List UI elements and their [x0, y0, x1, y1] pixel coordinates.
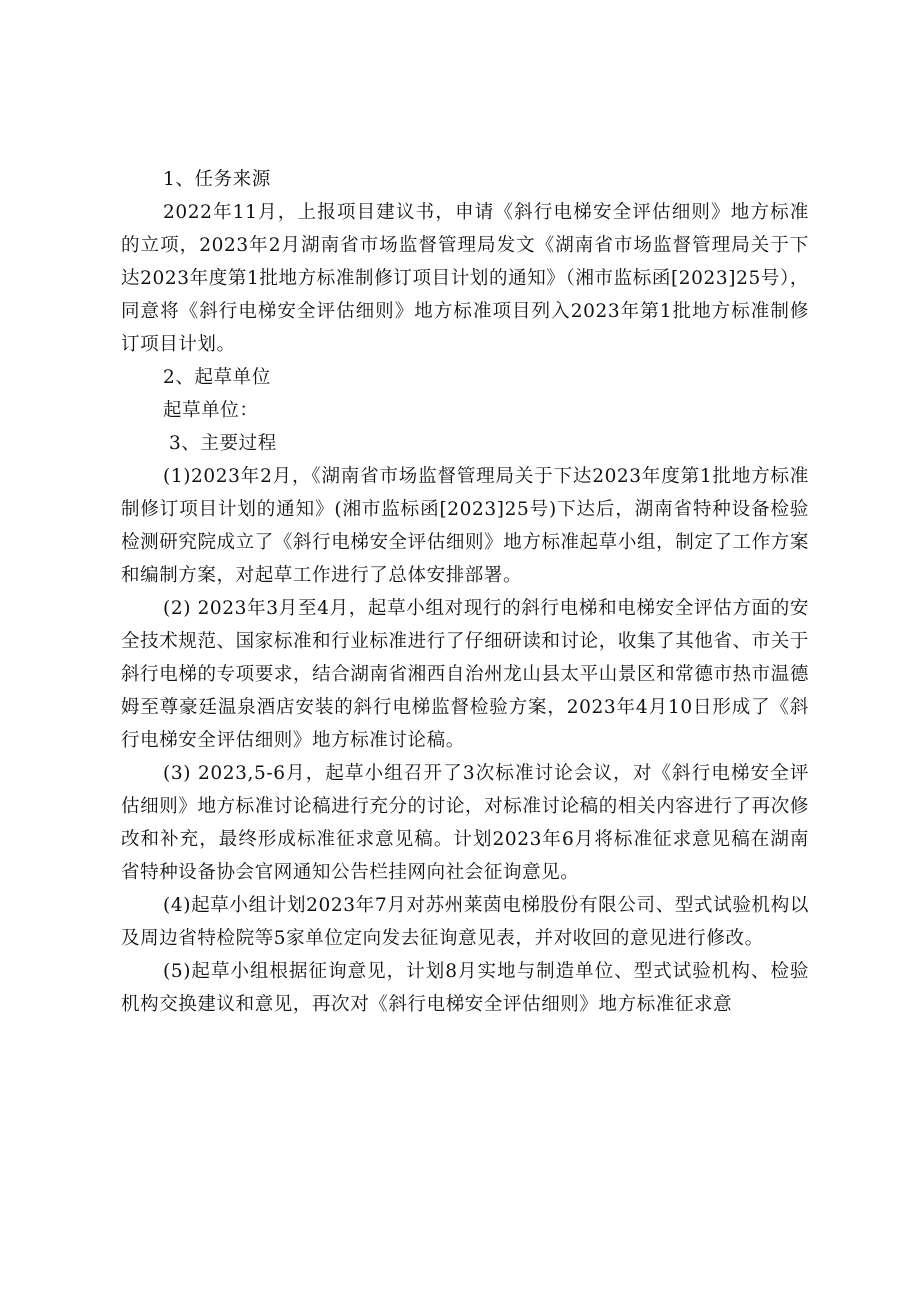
- process-item-5: (5)起草小组根据征询意见，计划8月实地与制造单位、型式试验机构、检验机构交换建议和意见，再次对《斜行电梯安全评估细则》地方标准征求意: [121, 961, 809, 1015]
- process-item-1: (1)2023年2月，《湖南省市场监督管理局关于下达2023年度第1批地方标准制修订项目计划的通知》(湘市监标函[2023]25号)下达后，湖南省特种设备检验检测研究院成立了《斜行电梯安全评估细则》地方标准起草小组，制定了工作方案和编制方案，对起草工作进行了总体安排部署。: [121, 466, 809, 586]
- process-item-2: (2) 2023年3月至4月，起草小组对现行的斜行电梯和电梯安全评估方面的安全技术规范、国家标准和行业标准进行了仔细研读和讨论，收集了其他省、市关于斜行电梯的专项要求，结合湖南省湘西自治州龙山县太平山景区和常德市热市温德姆至尊豪廷温泉酒店安装的斜行电梯监督检验方案，2023年4月10日形成了《斜行电梯安全评估细则》地方标准讨论稿。: [121, 598, 809, 751]
- section-1-paragraph: 2022年11月，上报项目建议书，申请《斜行电梯安全评估细则》地方标准的立项，2023年2月湖南省市场监督管理局发文《湖南省市场监督管理局关于下达2023年度第1批地方标准制修订项目计划的通知》（湘市监标函[2023]25号），同意将《斜行电梯安全评估细则》地方标准项目列入2023年第1批地方标准制修订项目计划。: [121, 202, 809, 355]
- section-3-heading: 3、主要过程: [169, 433, 277, 454]
- section-2-heading: 2、起草单位: [163, 367, 271, 388]
- process-item-4: (4)起草小组计划2023年7月对苏州莱茵电梯股份有限公司、型式试验机构以及周边省特检院等5家单位定向发去征询意见表，并对收回的意见进行修改。: [121, 895, 809, 949]
- process-item-3: (3) 2023,5-6月，起草小组召开了3次标准讨论会议，对《斜行电梯安全评估细则》地方标准讨论稿进行充分的讨论，对标准讨论稿的相关内容进行了再次修改和补充，最终形成标准征求意见稿。计划2023年6月将标准征求意见稿在湖南省特种设备协会官网通知公告栏挂网向社会征询意见。: [121, 763, 809, 883]
- drafting-unit-label: 起草单位：: [163, 400, 259, 421]
- document-body: [121, 163, 809, 1021]
- section-1-heading: 1、任务来源: [163, 169, 271, 190]
